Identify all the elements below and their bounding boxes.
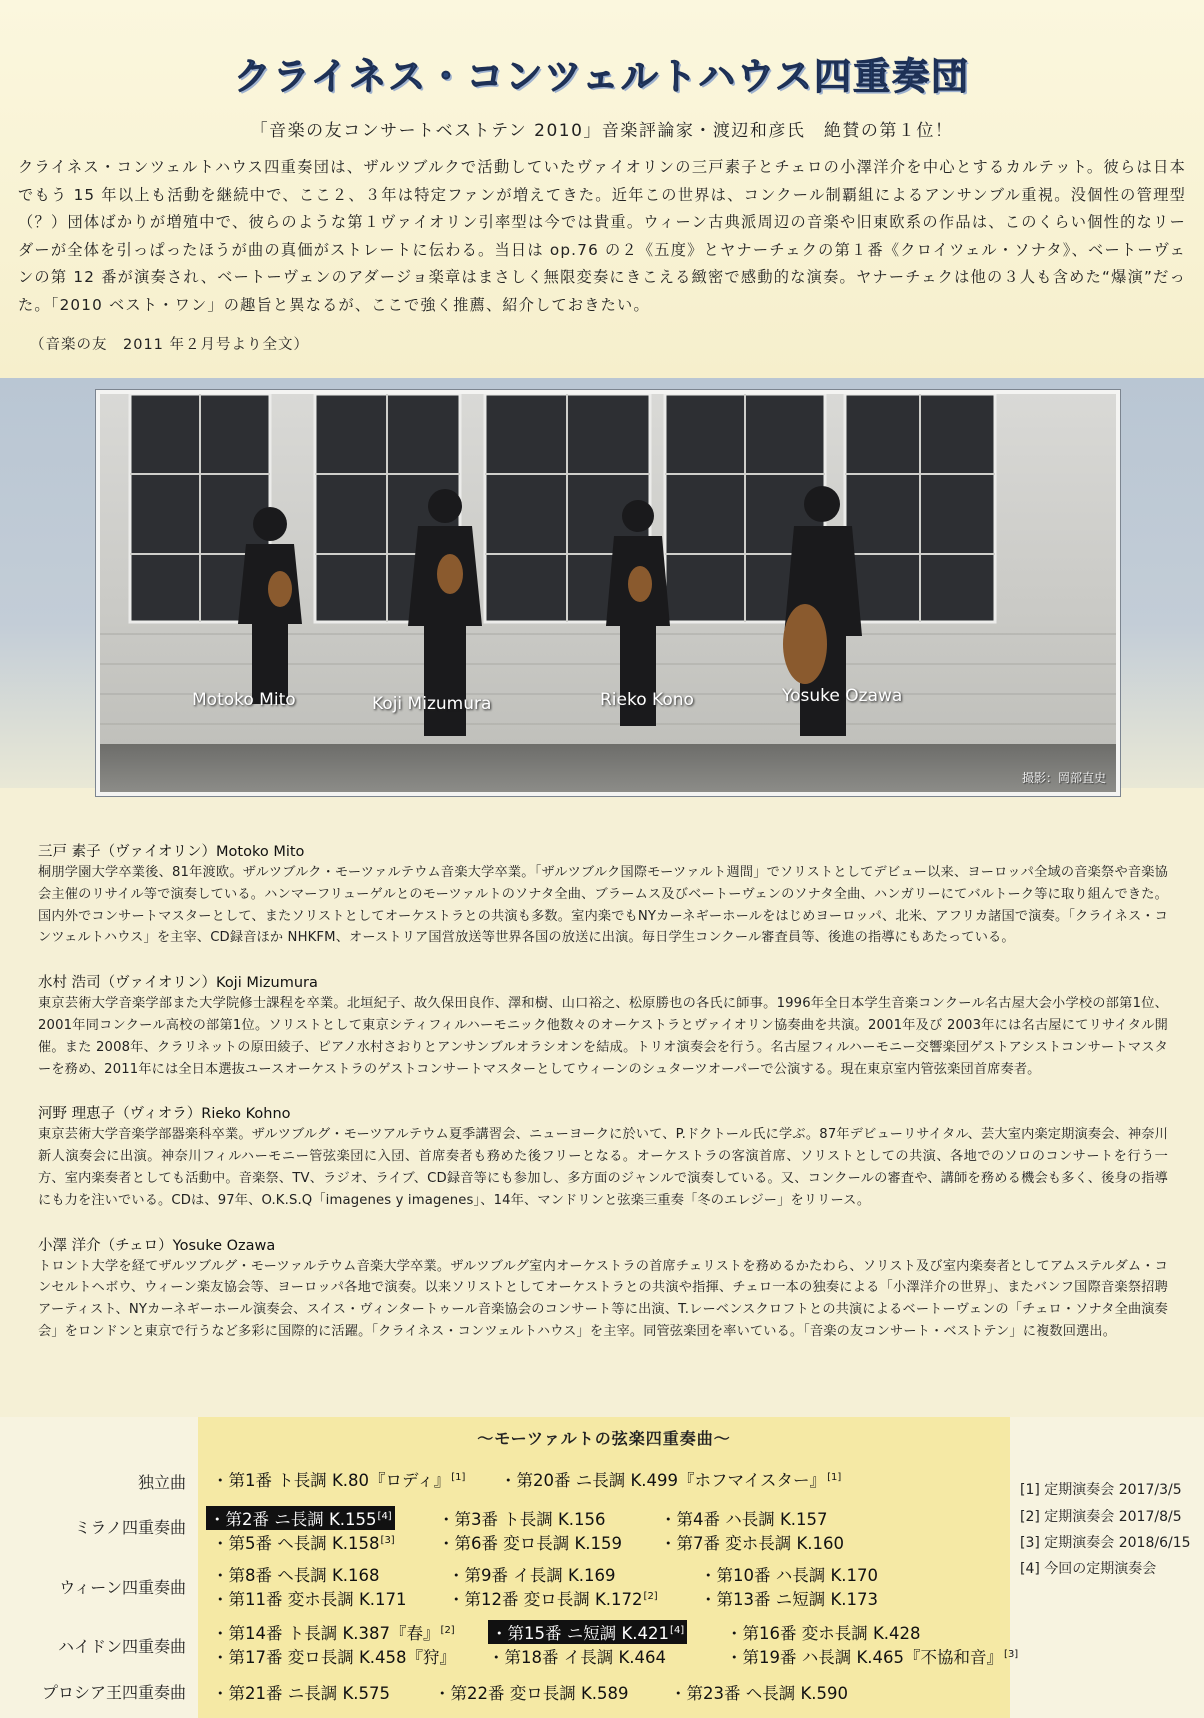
work-item: ・第23番 ヘ長調 K.590 [670, 1684, 849, 1703]
caption-motoko: Motoko Mito [192, 690, 296, 710]
page-title: クライネス・コンツェルトハウス四重奏団 [233, 55, 971, 98]
category-prussian: プロシア王四重奏曲 [41, 1683, 186, 1702]
work-item-current: ・第15番 ニ短調 K.421[4] [488, 1620, 687, 1644]
caption-koji: Koji Mizumura [372, 694, 492, 714]
work-item: ・第19番 ハ長調 K.465『不協和音』[3] [726, 1648, 1019, 1667]
bio-motoko [38, 842, 1168, 949]
work-item: ・第13番 ニ短調 K.173 [700, 1590, 879, 1609]
review-subtitle: 「音楽の友コンサートベストテン 2010」音楽評論家・渡辺和彦氏 絶賛の第１位！ [250, 121, 954, 141]
work-item: ・第21番 ニ長調 K.575 [212, 1684, 391, 1703]
footnote-2: [2] 定期演奏会 2017/8/5 [1020, 1509, 1182, 1525]
bio-text: 桐朋学園大学卒業後、81年渡欧。ザルツブルク・モーツァルテウム音楽大学卒業。「ザルツブルク国際モーツァルト週間」でソリストとしてデビュー以来、ヨーロッパ全域の音楽祭や音楽協会主催のリサイル等で演奏している。ハンマーフリューゲルとのモーツァルトのソナタ全曲、ブラームス及びベートーヴェンのソナタ全曲、ハンガリーにてバルトーク等に取り組んできた。国内外でコンサートマスターとして、またソリストとしてオーケストラとの共演も多数。室内楽でもNYカーネギーホールをはじめヨーロッパ、北米、アフリカ諸国で演奏。「クライネス・コンツェルトハウス」を主宰、CD録音ほか NHKFM、オーストリア国営放送等世界各国の放送に出演。毎日学生コンクール審査員等、後進の指導にもあたっている。 [38, 865, 1168, 946]
work-item: ・第6番 変ロ長調 K.159 [438, 1534, 623, 1553]
footnote-1: [1] 定期演奏会 2017/3/5 [1020, 1482, 1182, 1498]
work-item: ・第11番 変ホ長調 K.171 [212, 1590, 407, 1609]
bio-heading: 水村 浩司（ヴァイオリン）Koji Mizumura [38, 975, 318, 992]
work-item: ・第4番 ハ長調 K.157 [660, 1510, 828, 1529]
review-text: クライネス・コンツェルトハウス四重奏団は、ザルツブルクで活動していたヴァイオリンの三戸素子とチェロの小澤洋介を中心とするカルテット。彼らは日本でもう 15 年以上も活動を継続中で、ここ２、３年は特定ファンが増えてきた。近年この世界は、コンクール制覇組によるアンサンブル重視。没個性の管理型（？）団体ばかりが増殖中で、彼らのような第１ヴァイオリン引率型は今では貴重。ウィーン古典派周辺の音楽や旧東欧系の作品は、このくらい個性的なリーダーが全体を引っぱったほうが曲の真価がストレートに伝わる。当日は op.76 の２《五度》とヤナーチェクの第１番《クロイツェル・ソナタ》、ベートーヴェンの第 12 番が演奏され、ベートーヴェンのアダージョ楽章はまさしく無限変奏にきこえる緻密で感動的な演奏。ヤナーチェクは他の３人も含めた“爆演”だった。「2010 ベスト・ワン」の趣旨と異なるが、ここで強く推薦、紹介しておきたい。 [18, 158, 1186, 314]
quartet-photo [96, 390, 1120, 796]
bio-text: 東京芸術大学音楽学部また大学院修士課程を卒業。北垣紀子、故久保田良作、澤和樹、山口裕之、松原勝也の各氏に師事。1996年全日本学生音楽コンクール名古屋大会小学校の部第1位、2001年同コンクール高校の部第1位。ソリストとして東京シティフィルハーモニック他数々のオーケストラとヴァイオリン協奏曲を共演。2001年及び 2003年には名古屋にてリサイタル開催。また 2008年、クラリネットの原田綾子、ピアノ水村さおりとアンサンブルオラシオンを結成。トリオ演奏会を行う。名古屋フィルハーモニー交響楽団ゲストアシストコンサートマスターを務め、2011年には全日本選抜ユースオーケストラのゲストコンサートマスターとしてウィーンのシュターツオーパーで公演する。現在東京室内管弦楽団首席奏者。 [38, 996, 1168, 1077]
category-vienna: ウィーン四重奏曲 [59, 1578, 186, 1597]
bio-text: 東京芸術大学音楽学部器楽科卒業。ザルツブルグ・モーツアルテウム夏季講習会、ニューヨークに於いて、P.ドクトール氏に学ぶ。87年デビューリサイタル、芸大室内楽定期演奏会、神奈川新人演奏会に出演。神奈川フィルハーモニー管弦楽団に入団、首席奏者も務めた後フリーとなる。オーケストラの客演首席、ソリストとしての共演、各地でのソロのコンサートを行う一方、室内楽奏者としても活動中。音楽祭、TV、ラジオ、ライブ、CD録音等にも参加し、多方面のジャンルで演奏している。又、コンクールの審査や、講師を務める機会も多く、後身の指導にも力を注いでいる。CDは、97年、O.K.S.Q「imagenes y imagenes」、14年、マンドリンと弦楽三重奏「冬のエレジー」をリリース。 [38, 1127, 1168, 1208]
work-item: ・第7番 変ホ長調 K.160 [660, 1534, 845, 1553]
bio-heading: 三戸 素子（ヴァイオリン）Motoko Mito [38, 844, 305, 860]
work-item: ・第20番 ニ長調 K.499『ホフマイスター』[1] [500, 1471, 842, 1490]
work-item: ・第14番 ト長調 K.387『春』[2] [212, 1624, 455, 1643]
review-source: （音楽の友 2011 年２月号より全文） [30, 337, 310, 353]
footnote-4: [4] 今回の定期演奏会 [1020, 1561, 1157, 1577]
work-item: ・第18番 イ長調 K.464 [488, 1648, 667, 1667]
bio-rieko [38, 1104, 1168, 1211]
bio-koji [38, 973, 1168, 1080]
work-item: ・第17番 変ロ長調 K.458『狩』 [212, 1648, 457, 1667]
bio-text: トロント大学を経てザルツブルグ・モーツァルテウム音楽大学卒業。ザルツブルグ室内オーケストラの首席チェリストを務めるかたわら、ソリスト及び室内楽奏者としてアムステルダム・コンセルトヘボウ、ウィーン楽友協会等、ヨーロッパ各地で演奏。以来ソリストとしてオーケストラとの共演や指揮、チェロ一本の独奏による「小澤洋介の世界」、またバンフ国際音楽祭招聘アーティスト、NYカーネギーホール演奏会、スイス・ヴィンタートゥール音楽協会のコンサート等に出演、T.レーベンスクロフトとの共演によるベートーヴェンの「チェロ・ソナタ全曲演奏会」をロンドンと東京で行うなど多彩に国際的に活躍。「クライネス・コンツェルトハウス」を主宰。同管弦楽団を率いている。「音楽の友コンサート・ベストテン」に複数回選出。 [38, 1258, 1168, 1339]
photo-credit: 撮影：岡部直史 [1021, 771, 1106, 785]
category-haydn: ハイドン四重奏曲 [57, 1637, 186, 1656]
work-item: ・第8番 ヘ長調 K.168 [212, 1566, 380, 1585]
work-item: ・第3番 ト長調 K.156 [438, 1510, 606, 1529]
work-item: ・第22番 変ロ長調 K.589 [434, 1684, 629, 1703]
category-independent: 独立曲 [137, 1473, 186, 1492]
work-item: ・第16番 変ホ長調 K.428 [726, 1624, 921, 1643]
work-item: ・第5番 ヘ長調 K.158[3] [212, 1534, 395, 1553]
category-milan: ミラノ四重奏曲 [74, 1518, 186, 1537]
caption-rieko: Rieko Kono [600, 690, 694, 710]
work-item-current: ・第2番 ニ長調 K.155[4] [206, 1506, 395, 1530]
biographies [38, 842, 1168, 1367]
bio-heading: 河野 理恵子（ヴィオラ）Rieko Kohno [38, 1106, 291, 1123]
bio-heading: 小澤 洋介（チェロ）Yosuke Ozawa [38, 1237, 276, 1254]
bio-yosuke [38, 1236, 1168, 1343]
work-item: ・第1番 ト長調 K.80『ロディ』[1] [212, 1471, 466, 1490]
work-item: ・第10番 ハ長調 K.170 [700, 1566, 879, 1585]
footnote-3: [3] 定期演奏会 2018/6/15 [1020, 1535, 1191, 1551]
works-title: 〜モーツァルトの弦楽四重奏曲〜 [477, 1429, 731, 1448]
caption-yosuke: Yosuke Ozawa [782, 686, 903, 706]
work-item: ・第9番 イ長調 K.169 [448, 1566, 616, 1585]
work-item: ・第12番 変ロ長調 K.172[2] [448, 1590, 658, 1609]
